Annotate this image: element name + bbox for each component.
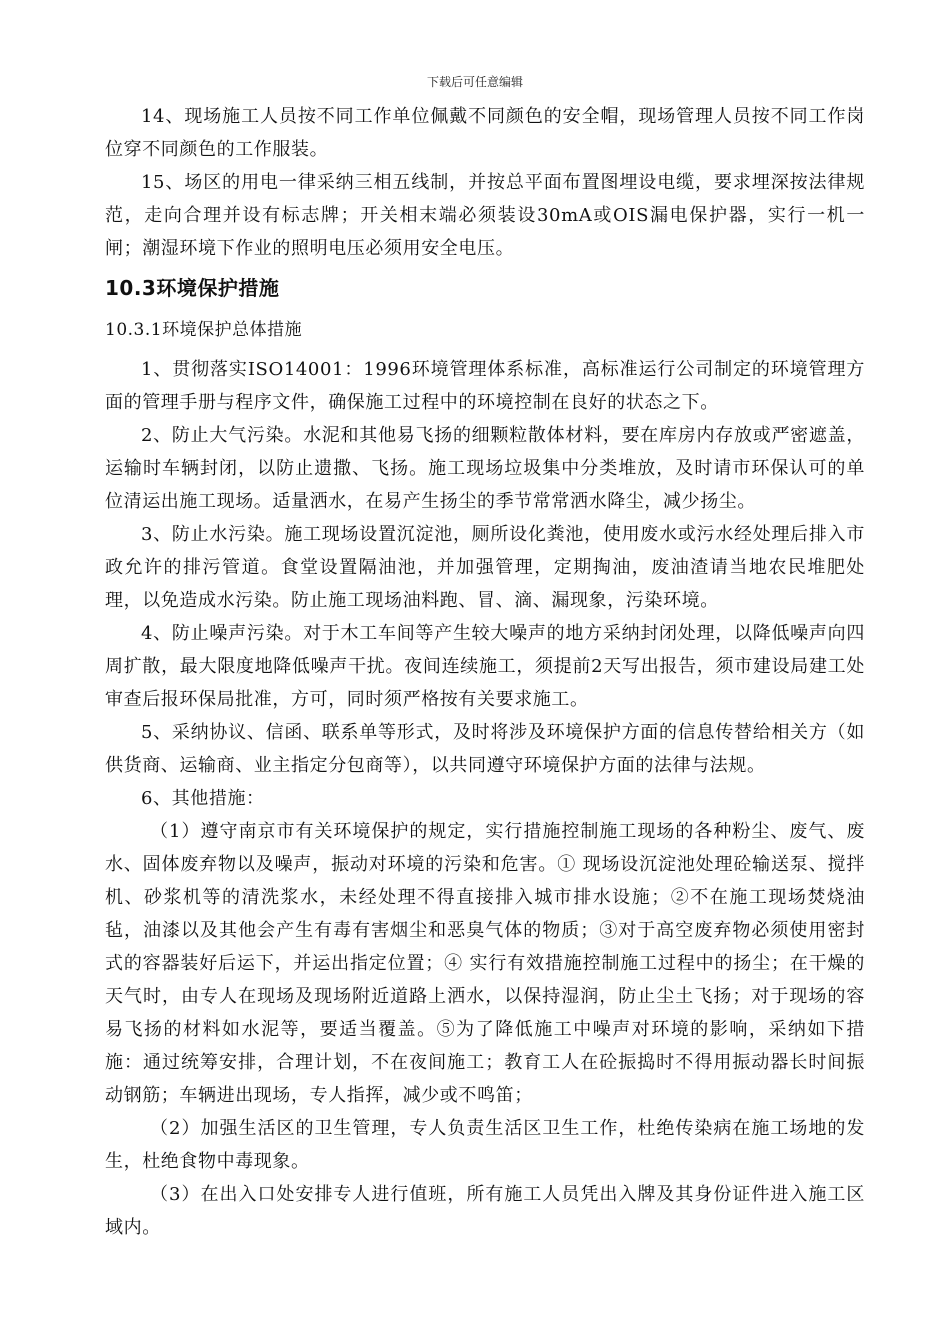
measure-item-2: 2、防止大气污染。水泥和其他易飞扬的细颗粒散体材料，要在库房内存放或严密遮盖，运输时车辆封闭，以防止遗撒、飞扬。施工现场垃圾集中分类堆放，及时请市环保认可的单位清运出施工现场。适量洒水，在易产生扬尘的季节常常洒水降尘，减少扬尘。 <box>105 425 865 512</box>
header-note: 下载后可任意编辑 <box>426 75 523 89</box>
measure-item-5: 5、采纳协议、信函、联系单等形式，及时将涉及环境保护方面的信息传替给相关方（如供货商、运输商、业主指定分包商等），以共同遵守环境保护方面的法律与法规。 <box>105 722 865 776</box>
other-measure-1: （1）遵守南京市有关环境保护的规定，实行措施控制施工现场的各种粉尘、废气、废水、固体废弃物以及噪声，振动对环境的污染和危害。① 现场设沉淀池处理砼输送泵、搅拌机、砂浆机等的清洗浆水，未经处理不得直接排入城市排水设施；②不在施工现场焚烧油毡，油漆以及其他会产生有毒有害烟尘和恶臭气体的物质；③对于高空废弃物必须使用密封式的容器装好后运下，并运出指定位置；④ 实行有效措施控制施工过程中的扬尘；在干燥的天气时，由专人在现场及现场附近道路上洒水，以保持湿润，防止尘土飞扬；对于现场的容易飞扬的材料如水泥等，要适当覆盖。⑤为了降低施工中噪声对环境的影响，采纳如下措施：通过统筹安排，合理计划，不在夜间施工；教育工人在砼振捣时不得用振动器长时间振动钢筋；车辆进出现场，专人指挥，减少或不鸣笛； <box>105 821 865 1106</box>
measure-item-1: 1、贯彻落实ISO14001：1996环境管理体系标准，高标准运行公司制定的环境管理方面的管理手册与程序文件，确保施工过程中的环境控制在良好的状态之下。 <box>105 359 865 413</box>
paragraph-item-14: 14、现场施工人员按不同工作单位佩戴不同颜色的安全帽，现场管理人员按不同工作岗位穿不同颜色的工作服装。 <box>105 106 865 160</box>
section-heading: 10.3环境保护措施 <box>105 276 280 300</box>
paragraph-item-15: 15、场区的用电一律采纳三相五线制，并按总平面布置图埋设电缆，要求埋深按法律规范，走向合理并设有标志牌；开关相末端必须装设30mA或OIS漏电保护器，实行一机一闸；潮湿环境下作业的照明电压必须用安全电压。 <box>105 172 865 259</box>
measure-item-4: 4、防止噪声污染。对于木工车间等产生较大噪声的地方采纳封闭处理，以降低噪声向四周扩散，最大限度地降低噪声干扰。夜间连续施工，须提前2天写出报告，须市建设局建工处审查后报环保局批准，方可，同时须严格按有关要求施工。 <box>105 623 865 710</box>
subsection-heading: 10.3.1环境保护总体措施 <box>105 320 303 340</box>
other-measure-3: （3）在出入口处安排专人进行值班，所有施工人员凭出入牌及其身份证件进入施工区域内。 <box>105 1184 865 1238</box>
measure-item-3: 3、防止水污染。施工现场设置沉淀池，厕所设化粪池，使用废水或污水经处理后排入市政允许的排污管道。食堂设置隔油池，并加强管理，定期掏油，废油渣请当地农民堆肥处理，以免造成水污染。防止施工现场油料跑、冒、滴、漏现象，污染环境。 <box>105 524 865 611</box>
other-measure-2: （2）加强生活区的卫生管理，专人负责生活区卫生工作，杜绝传染病在施工场地的发生，杜绝食物中毒现象。 <box>105 1118 865 1172</box>
measure-item-6: 6、其他措施： <box>141 788 265 809</box>
document-body <box>105 100 865 1244</box>
